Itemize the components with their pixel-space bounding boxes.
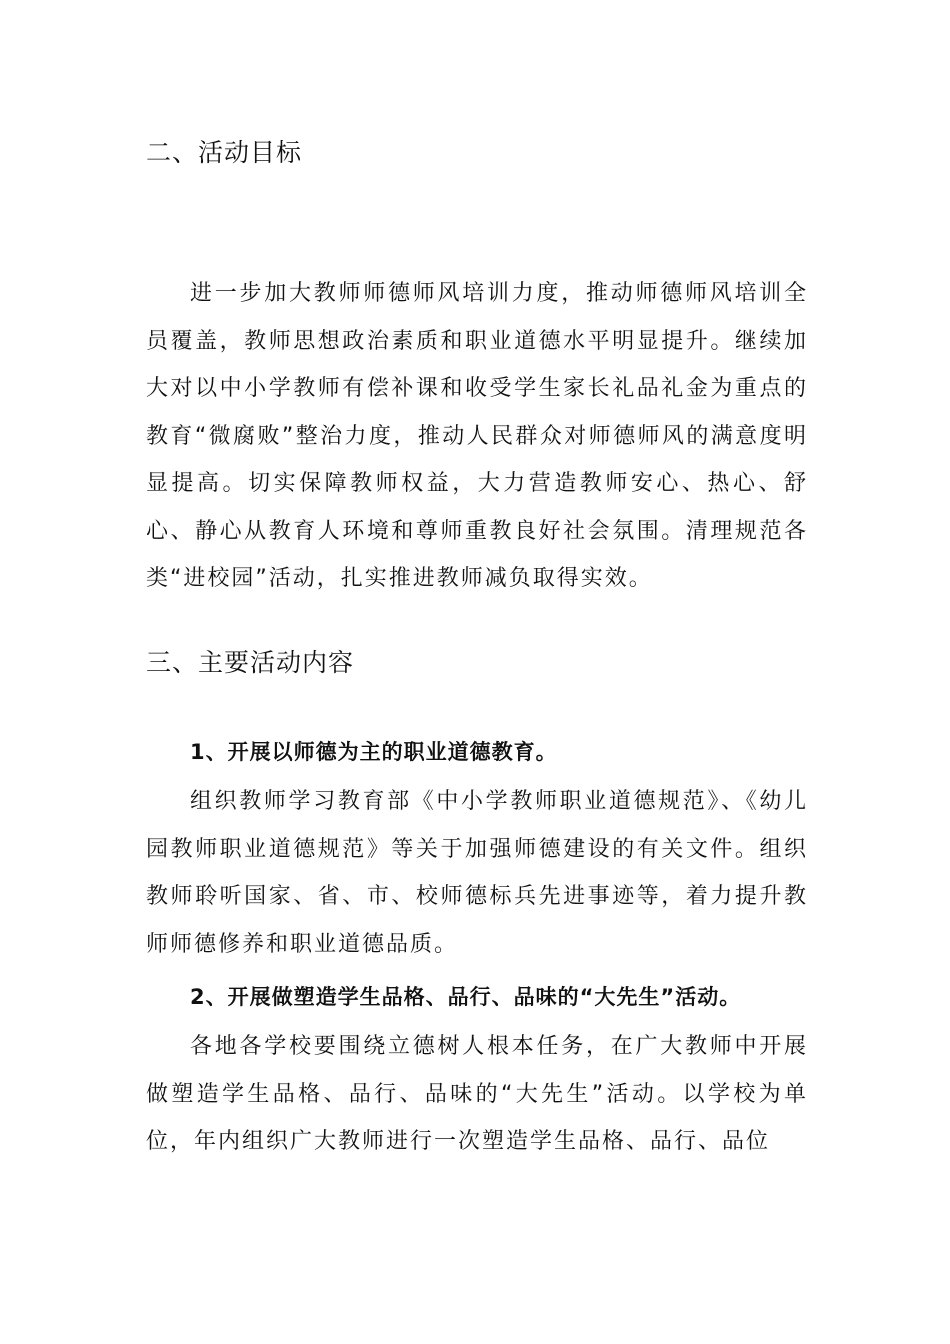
goals-paragraph: 进一步加大教师师德师风培训力度，推动师德师风培训全员覆盖，教师思想政治素质和职业道德水平明显提升。继续加大对以中小学教师有偿补课和收受学生家长礼品礼金为重点的教育“微腐败”整治力度，推动人民群众对师德师风的满意度明显提高。切实保障教师权益，大力营造教师安心、热心、舒心、静心从教育人环境和尊师重教良好社会氛围。清理规范各类“进校园”活动，扎实推进教师减负取得实效。 bbox=[146, 281, 808, 591]
section-heading-goals: 二、活动目标 bbox=[146, 138, 303, 167]
section-heading-main-activities: 三、主要活动内容 bbox=[146, 648, 355, 677]
activity-2-title: 2、开展做塑造学生品格、品行、品味的“大先生”活动。 bbox=[190, 985, 742, 1009]
activity-1-title: 1、开展以师德为主的职业道德教育。 bbox=[190, 740, 558, 764]
activity-1-paragraph: 组织教师学习教育部《中小学教师职业道德规范》、《幼儿园教师职业道德规范》等关于加强师德建设的有关文件。组织教师聆听国家、省、市、校师德标兵先进事迹等，着力提升教师师德修养和职业道德品质。 bbox=[146, 789, 808, 957]
activity-2-paragraph: 各地各学校要围绕立德树人根本任务，在广大教师中开展做塑造学生品格、品行、品味的“大先生”活动。以学校为单位，年内组织广大教师进行一次塑造学生品格、品行、品位 bbox=[146, 1034, 808, 1154]
